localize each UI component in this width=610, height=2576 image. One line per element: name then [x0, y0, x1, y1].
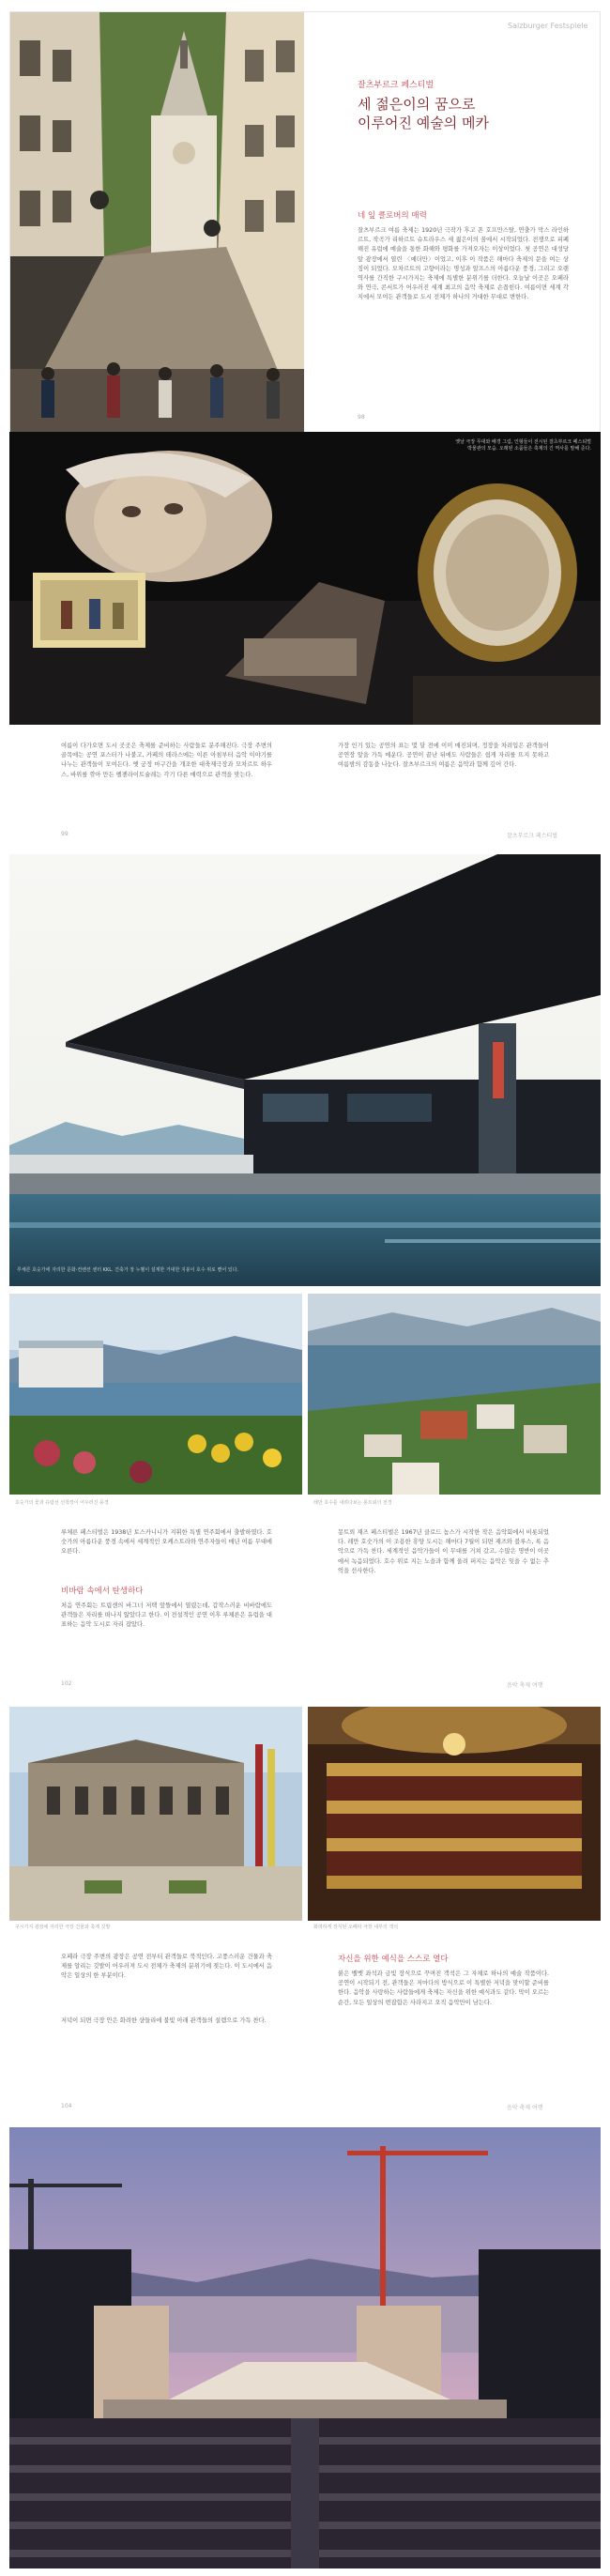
body-column-left: 오페라 극장 주변의 광장은 공연 전부터 관객들로 북적인다. 고풍스러운 건물과 축제를 알리는 깃발이 어우러져 도시 전체가 축제의 분위기에 젖는다. 이 도시에서 음악은 일상의 한 부분이다.	[61, 1954, 272, 1980]
chapter-title-line-2: 이루어진 예술의 메카	[358, 115, 489, 131]
page-number-right: 음악 축제 여행	[507, 1682, 543, 1689]
photo-caption-left: 구시가지 광장에 자리한 극장 건물과 축제 깃발	[15, 1924, 111, 1930]
festival-museum-photo	[9, 432, 601, 725]
chapter-title-line-1: 세 젊은이의 꿈으로	[358, 96, 476, 113]
opera-interior-photo	[308, 1707, 601, 1921]
section-subhead: 네 잎 클로버의 매력	[358, 211, 427, 221]
photo-caption-right: 화려하게 장식된 오페라 극장 내부의 객석	[313, 1924, 399, 1930]
kkl-building-photo	[9, 854, 601, 1286]
floating-stage-photo	[9, 2127, 601, 2568]
body-column-left-2: 저녁이 되면 극장 안은 화려한 샹들리에 불빛 아래 관객들의 설렘으로 가득 찬다.	[61, 2017, 267, 2024]
section-subhead: 비바람 속에서 탄생하다	[61, 1587, 144, 1596]
montreux-view-photo	[308, 1294, 601, 1495]
photo-caption: 옛날 극장 무대와 배경 그림, 인형들이 전시된 잘츠부르크 페스티벌 박물관의 모습. 오래된 소품들은 축제의 긴 역사를 말해 준다.	[455, 439, 591, 452]
photo-caption-left: 호숫가의 꽃과 유람선 선착장이 어우러진 풍경	[15, 1500, 109, 1506]
theatre-square-photo	[9, 1707, 302, 1921]
body-column-right: 몽트뢰 재즈 페스티벌은 1967년 클로드 놉스가 시작한 작은 음악회에서 비롯되었다. 레만 호숫가의 이 조용한 휴양 도시는 해마다 7월이 되면 재즈와 블루스, 록 음악으로 가득 찬다. 세계적인 음악가들이 이 무대를 거쳐 갔고, 수많은 명반이 이곳에서 녹음되었다. 호수 위로 지는 노을과 함께 울려 퍼지는 음악은 잊을 수 없는 추억을 선사한다.	[338, 1529, 549, 1574]
page-number: 98	[358, 414, 365, 421]
page-number-left: 102	[61, 1680, 72, 1687]
page-number-left: 99	[61, 831, 69, 837]
body-column-right: 붉은 벨벳 좌석과 금빛 장식으로 꾸며진 객석은 그 자체로 하나의 예술 작품이다. 공연이 시작되기 전, 관객들은 저마다의 방식으로 이 특별한 저녁을 맞이할 준비를 한다. 음악을 사랑하는 사람들에게 축제는 자신을 위한 예식과도 같다. 막이 오르는 순간, 모든 일상의 번잡함은 사라지고 오직 음악만이 남는다.	[338, 1970, 549, 2006]
spread-lucerne-kkl	[9, 854, 601, 1286]
photo-caption-right: 레만 호수를 내려다보는 몽트뢰의 전경	[313, 1500, 392, 1506]
kicker: 잘츠부르크 페스티벌	[358, 81, 435, 90]
page-number-right: 잘츠부르크 페스티벌	[507, 833, 558, 839]
body-column-left: 여름이 다가오면 도시 곳곳은 축제를 준비하는 사람들로 분주해진다. 극장 주변의 골목에는 공연 포스터가 나붙고, 카페의 테라스에는 이른 아침부터 음악 이야기를 나누는 관객들이 모여든다. 옛 궁정 마구간을 개조한 대축제극장과 모차르트 하우스, 바위를 깎아 만든 펠젠라이트슐레는 각기 다른 매력으로 관객을 맞는다.	[61, 743, 272, 778]
spread-lake-stage	[9, 2127, 601, 2568]
photo-caption: 루체른 호숫가에 자리한 문화·컨벤션 센터 KKL. 건축가 장 누벨이 설계한 거대한 지붕이 호수 위로 뻗어 있다.	[17, 1267, 238, 1273]
body-text: 잘츠부르크 여름 축제는 1920년 극작가 후고 폰 호프만스탈, 연출가 막스 라인하르트, 작곡가 리하르트 슈트라우스 세 젊은이의 꿈에서 시작되었다. 전쟁으로 피폐해진 유럽에 예술을 통한 화해와 평화를 가져오자는 이상이었다. 첫 공연은 대성당 앞 광장에서 열린 〈예더만〉이었고, 이후 이 작품은 해마다 축제의 문을 여는 상징이 되었다. 모차르트의 고향이라는 명성과 알프스의 아름다운 풍경, 그리고 오랜 역사를 간직한 구시가지는 축제에 특별한 분위기를 더한다. 오늘날 이곳은 오페라와 연극, 콘서트가 어우러진 세계 최고의 음악 축제로 손꼽힌다. 여름이면 세계 각지에서 모여든 관객들로 도시 전체가 하나의 거대한 무대로 변한다.	[358, 227, 569, 301]
page-number-left: 104	[61, 2103, 72, 2109]
body-column-right: 가장 인기 있는 공연의 표는 몇 달 전에 이미 매진되며, 정장을 차려입은 관객들이 공연장 앞을 가득 메운다. 공연이 끝난 뒤에도 사람들은 쉽게 자리를 뜨지 못하고 여름밤의 감동을 나눈다. 잘츠부르크의 여름은 음악과 함께 깊어 간다.	[338, 743, 549, 769]
chapter-title	[358, 95, 564, 132]
running-head: Salzburger Festspiele	[508, 22, 588, 30]
lakeside-flowers-photo	[9, 1294, 302, 1495]
section-subhead: 자신을 위한 예식을 스스로 열다	[338, 1955, 449, 1964]
body-column-left-intro: 루체른 페스티벌은 1938년 토스카니니가 지휘한 특별 연주회에서 출발하였다. 호숫가의 아름다운 풍경 속에서 세계적인 오케스트라와 연주자들이 매년 여름 무대에 오른다.	[61, 1529, 272, 1556]
body-column-left: 처음 연주회는 트립센의 바그너 저택 앞뜰에서 열렸는데, 갑작스러운 비바람에도 관객들은 자리를 떠나지 않았다고 한다. 이 전설적인 공연 이후 루체른은 유럽을 대표하는 음악 도시로 자리 잡았다.	[61, 1602, 272, 1629]
salzburg-street-photo	[10, 12, 304, 433]
spread-museum	[9, 432, 601, 845]
page-number-right: 음악 축제 여행	[507, 2105, 543, 2111]
spread-opera-house	[9, 1707, 601, 2120]
spread-lake-festivals	[9, 1294, 601, 1697]
spread-salzburg-intro	[9, 11, 601, 434]
